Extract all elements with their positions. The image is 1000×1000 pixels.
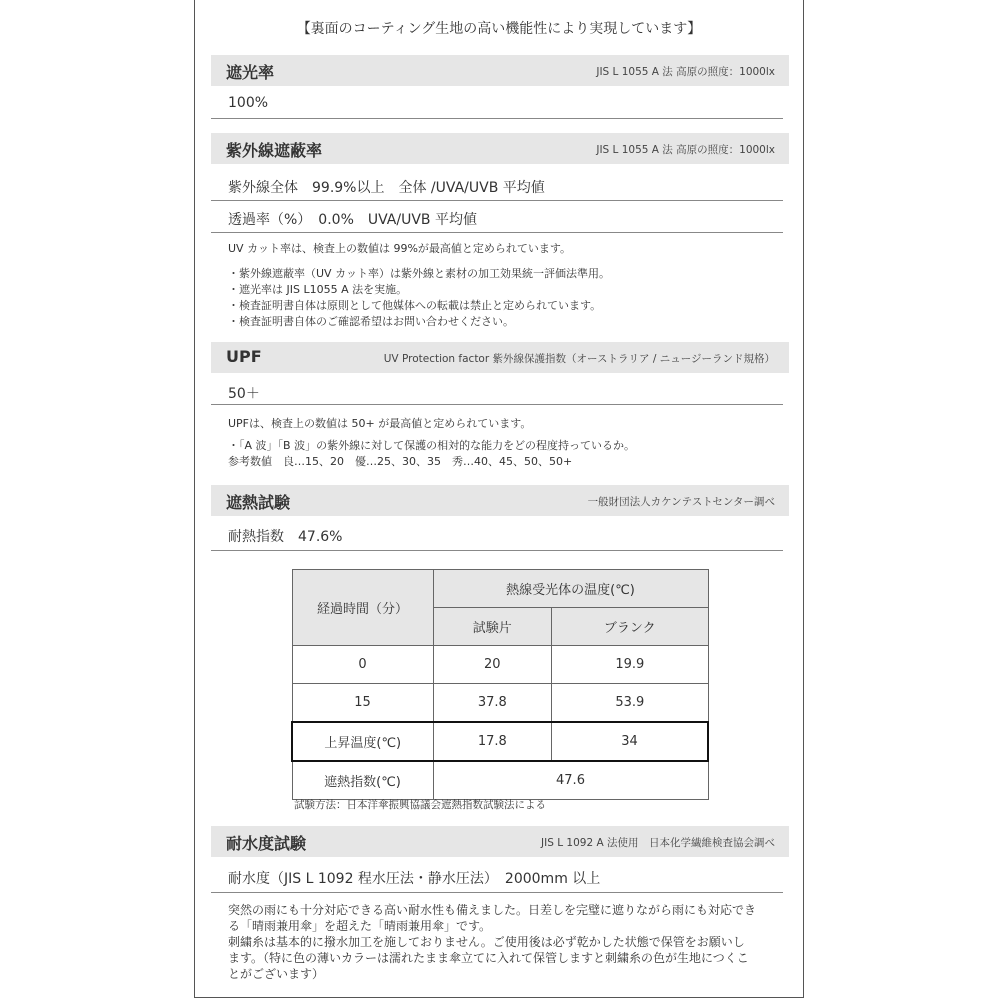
row-sample: 20 [433, 646, 552, 684]
index-value: 47.6 [433, 761, 708, 800]
water-value-row [211, 866, 783, 893]
section-title: 遮熱試験 [226, 493, 291, 512]
uv-total-text: 紫外線全体 99.9%以上 全体 /UVA/UVB 平均値 [228, 180, 545, 196]
uv-note-1: UV カット率は、検査上の数値は 99%が最高値と定められています。 [228, 242, 572, 255]
row-time: 15 [292, 684, 433, 723]
section-header-heat [211, 485, 789, 516]
section-title: 遮光率 [226, 63, 275, 82]
uv-transmission-text: 透過率（%） 0.0% UVA/UVB 平均値 [228, 212, 477, 228]
headline: 【裏面のコーティング生地の高い機能性により実現しています】 [296, 21, 702, 37]
test-method-note: 試験方法：日本洋傘振興協議会遮熱指数試験法による [294, 799, 546, 811]
uv-note-2: ・紫外線遮蔽率（UV カット率）は紫外線と素材の加工効果統一評価法準用。 [228, 267, 610, 280]
rise-sample: 17.8 [433, 722, 552, 761]
row-sample: 37.8 [433, 684, 552, 723]
section-title: 耐水度試験 [226, 834, 307, 853]
section-title: UPF [226, 347, 262, 366]
section-header-shading [211, 55, 789, 86]
uv-row-transmission [211, 204, 783, 233]
water-note-3: 刺繍糸は基本的に撥水加工を施しておりません。ご使用後は必ず乾かした状態で保管をお願いし [228, 935, 745, 949]
water-note-1: 突然の雨にも十分対応できる高い耐水性も備えました。日差しを完璧に遮りながら雨にも対応でき [228, 903, 757, 917]
table-row-temperature-rise [292, 722, 708, 761]
rise-blank: 34 [552, 722, 708, 761]
section-note: UV Protection factor 紫外線保護指数（オーストラリア / ニュージーランド規格） [383, 353, 775, 365]
section-note: 一般財団法人カケンテストセンター調べ [587, 496, 775, 508]
water-note-4: ます。（特に色の薄いカラーは濡れたまま傘立てに入れて保管しますと刺繍糸の色が生地につくこ [228, 951, 749, 965]
uv-row-total [211, 172, 783, 201]
table-row [292, 684, 708, 723]
table-header-blank: ブランク [552, 608, 708, 646]
upf-value: 50＋ [228, 386, 260, 402]
water-note-2: る「晴雨兼用傘」を超えた「晴雨兼用傘」です。 [228, 919, 492, 933]
water-note-5: とがございます） [228, 967, 325, 981]
index-label: 遮熱指数(℃) [292, 761, 433, 800]
table-row [292, 646, 708, 684]
table-header-temperature: 熱線受光体の温度(℃) [433, 570, 708, 608]
section-note: JIS L 1092 A 法使用 日本化学繊維検査協会調べ [541, 837, 775, 849]
shading-value-row [211, 94, 783, 119]
heat-test-table [291, 569, 709, 800]
uv-note-5: ・検査証明書自体のご確認希望はお問い合わせください。 [228, 315, 514, 328]
section-header-uv [211, 133, 789, 164]
upf-note-3: 参考数値 良…15、20 優…25、30、35 秀…40、45、50、50+ [228, 455, 573, 468]
row-blank: 19.9 [552, 646, 708, 684]
upf-note-2: ・「A 波」「B 波」の紫外線に対して保護の相対的な能力をどの程度持っているか。 [228, 439, 636, 452]
table-row-heat-index [292, 761, 708, 800]
uv-note-4: ・検査証明書自体は原則として他媒体への転載は禁止と定められています。 [228, 299, 602, 312]
heat-value: 耐熱指数 47.6% [228, 529, 343, 545]
rise-label: 上昇温度(℃) [292, 722, 433, 761]
section-header-water [211, 826, 789, 857]
row-blank: 53.9 [552, 684, 708, 723]
section-title: 紫外線遮蔽率 [226, 141, 323, 160]
water-value: 耐水度（JIS L 1092 程水圧法・静水圧法） 2000mm 以上 [228, 871, 601, 887]
shading-value: 100% [228, 95, 269, 111]
table-header-sample: 試験片 [433, 608, 552, 646]
heat-value-row [211, 524, 783, 551]
upf-note-1: UPFは、検査上の数値は 50+ が最高値と定められています。 [228, 417, 532, 430]
section-header-upf [211, 342, 789, 373]
upf-value-row [211, 380, 783, 405]
section-note: JIS L 1055 A 法 高原の照度：1000lx [596, 144, 775, 156]
uv-note-3: ・遮光率は JIS L1055 A 法を実施。 [228, 283, 408, 296]
section-note: JIS L 1055 A 法 高原の照度：1000lx [596, 66, 775, 78]
table-header-time: 経過時間（分） [292, 570, 433, 646]
row-time: 0 [292, 646, 433, 684]
